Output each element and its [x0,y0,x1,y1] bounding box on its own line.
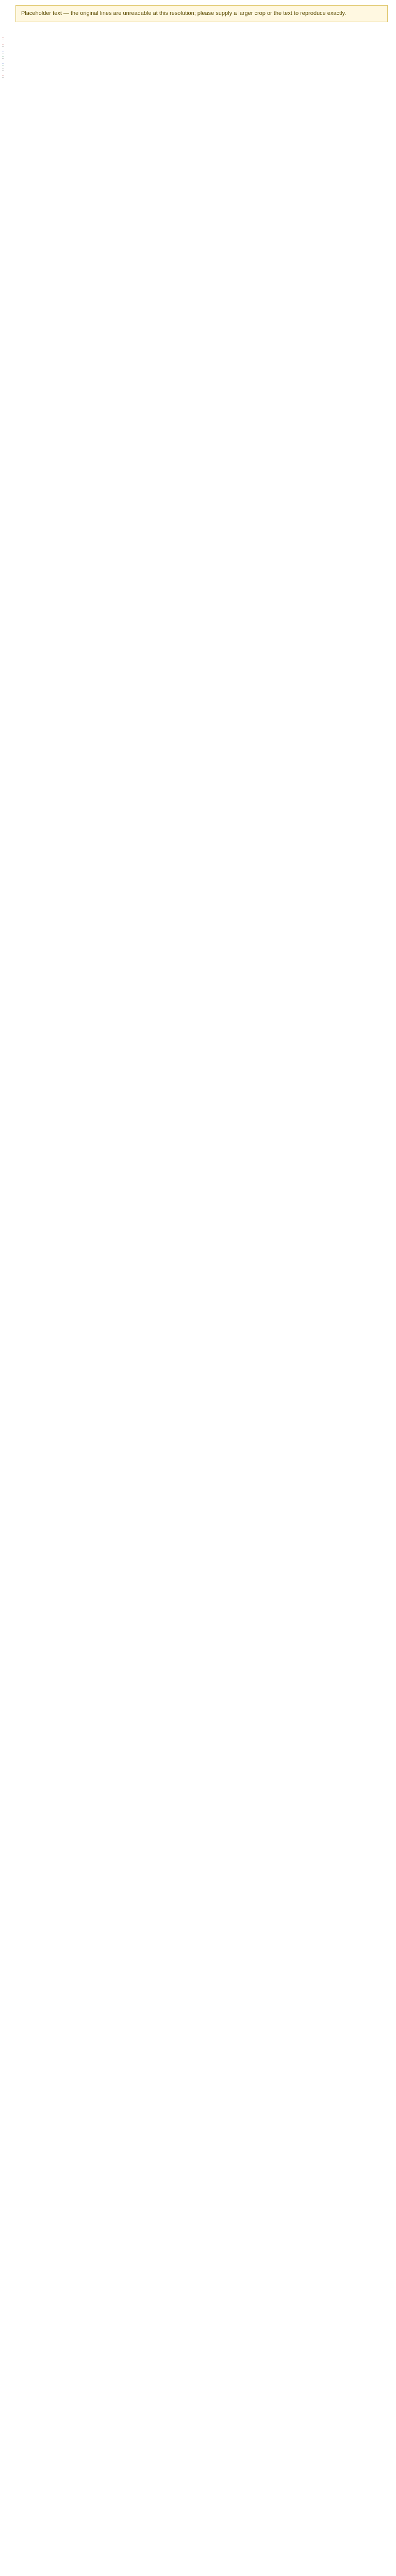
code-line: …… [2,45,4,48]
code-line: …… [2,76,4,79]
code-line: …… [2,53,4,55]
code-line: …… [2,36,4,38]
code-line: …… [2,74,4,76]
code-line: …… [2,43,4,45]
resolution-notice: Placeholder text — the original lines are unreadable at this resolution; please supply a larger crop or the text to reproduce exactly. [15,5,388,22]
code-line: …… [2,62,4,64]
code-line: …… [2,38,4,41]
code-line: …… [2,41,4,43]
code-line: …… [2,57,4,60]
code-line: …… [2,55,4,57]
code-line: …… [2,66,4,69]
code-line: …… [2,50,4,53]
code-line: …… [2,64,4,67]
code-listing [2,36,394,79]
code-line: …… [2,69,4,72]
